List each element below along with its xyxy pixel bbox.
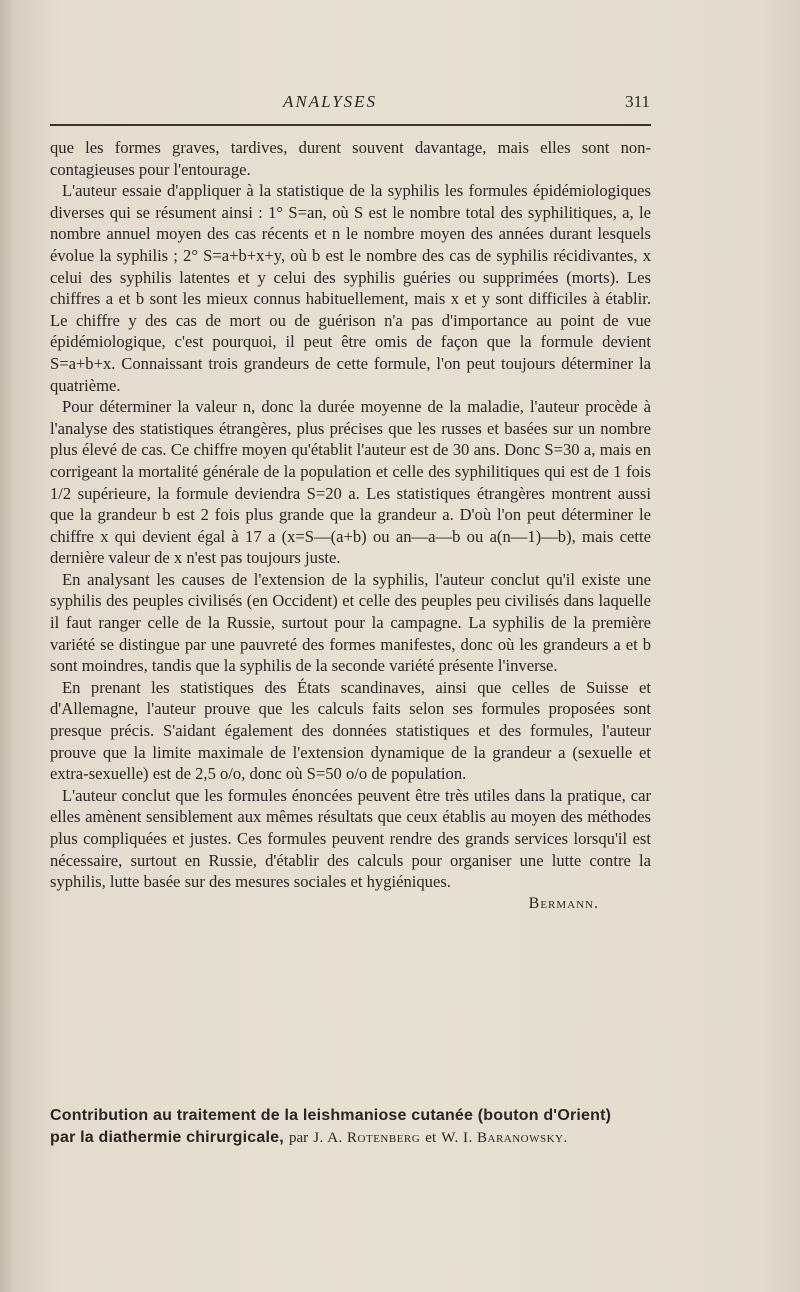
paragraph: Pour déterminer la valeur n, donc la durée moyenne de la maladie, l'auteur procède à l'analyse des statistiques étrangères, plus précises que les russes et basées sur un nombre plus élevé de cas. Ce chiffre moyen qu'établit l'auteur est de 30 ans. Donc S=30 a, mais en corrigeant la mortalité générale de la population et celle des syphilitiques qui est de 1 fois 1/2 supérieure, la formule deviendra S=20 a. Les statistiques étrangères montrent aussi que la grandeur b est 2 fois plus grande que la grandeur a. D'où l'on peut déterminer le chiffre x qui devient égal à 17 a (x=S—(a+b) ou an—a—b ou a(n—1)—b), mais cette dernière valeur de x n'est pas toujours juste.: [50, 397, 651, 568]
page-number: 311: [625, 92, 650, 111]
paragraph: L'auteur conclut que les formules énoncées peuvent être très utiles dans la pratique, car elles amènent sensiblement aux mêmes résultats que ceux établis au moyen des méthodes plus compliquées et justes. Ces formules peuvent rendre des grands services lorsqu'il est nécessaire, surtout en Russie, d'établir des calculs pour organiser une lutte contre la syphilis, lutte basée sur des mesures sociales et hygiéniques.: [50, 785, 651, 892]
and-word: et: [425, 1130, 437, 1146]
paragraph: En analysant les causes de l'extension de la syphilis, l'auteur conclut qu'il existe une syphilis des peuples civilisés (en Occident) et celle des peuples peu civilisés dans laquelle il faut ranger celle de la Russie, surtout pour la campagne. La syphilis de la première variété se distingue par une pauvreté des formes manifestes, donc où les grandeurs a et b sont moindres, tandis que la syphilis de la seconde variété présente l'inverse.: [50, 569, 651, 676]
next-article-heading: [50, 1104, 654, 1149]
paragraph: L'auteur essaie d'appliquer à la statistique de la syphilis les formules épidémiologiques diverses qui se résument ainsi : 1° S=an, où S est le nombre total des syphilitiques, a, le nombre annuel moyen des cas récents et n le nombre moyen des années durant lesquels évolue la syphilis ; 2° S=a+b+x+y, où b est le nombre des cas de syphilis récidivantes, x celui des syphilis latentes et y celui des syphilis guéries ou supprimées (morts). Les chiffres a et b sont les mieux connus habituellement, mais x et y sont difficiles à établir. Le chiffre y des cas de mort ou de guérison n'a pas d'importance au point de vue épidémiologique, c'est pourquoi, il peut être omis de façon que la formule devient S=a+b+x. Connaissant trois grandeurs de cette formule, l'on peut toujours déterminer la quatrième.: [50, 181, 651, 395]
author-signature: Bermann.: [528, 894, 599, 912]
next-article-title-continued: par la diathermie chirurgicale,: [50, 1129, 284, 1146]
by-word: par: [288, 1130, 309, 1146]
paragraph: que les formes graves, tardives, durent souvent davantage, mais elles sont non-contagieuses pour l'entourage.: [50, 138, 651, 179]
page-header: [50, 88, 650, 116]
next-article-title-line2: [50, 1126, 654, 1149]
next-article-title: Contribution au traitement de la leishmaniose cutanée (bouton d'Orient): [50, 1107, 612, 1124]
header-rule: [50, 124, 651, 126]
article-body: [50, 137, 651, 915]
next-article-title-line1: [50, 1104, 654, 1126]
author-name: W. I. Baranowsky.: [441, 1130, 568, 1146]
running-title: ANALYSES: [283, 92, 378, 111]
paragraph: En prenant les statistiques des États scandinaves, ainsi que celles de Suisse et d'Allemagne, l'auteur prouve que les calculs faits selon ses formules proposées sont presque précis. S'aidant également des données statistiques et des formules, l'auteur prouve que la limite maximale de l'extension dynamique de la grandeur a (sexuelle et extra-sexuelle) est de 2,5 o/o, donc où S=50 o/o de population.: [50, 677, 651, 784]
author-name: J. A. Rotenberg: [313, 1130, 421, 1146]
